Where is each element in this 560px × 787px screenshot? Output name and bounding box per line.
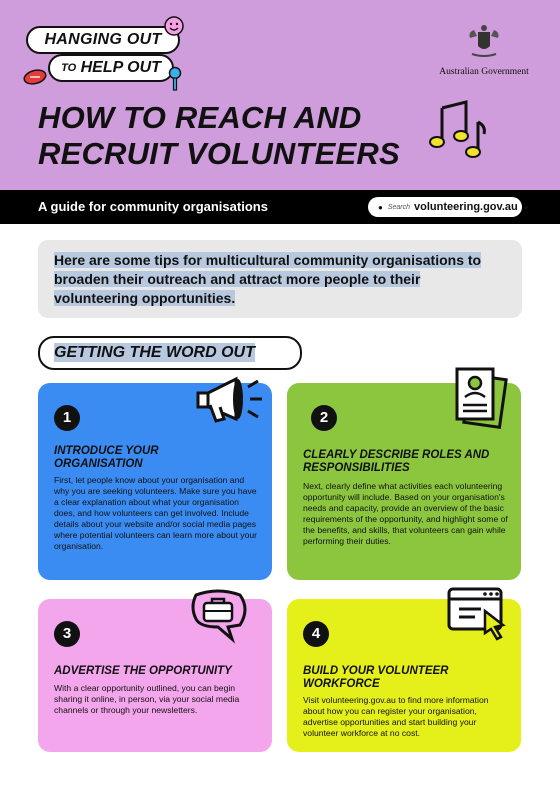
search-label: Search — [387, 203, 411, 211]
card-heading: BUILD YOUR VOLUNTEER WORKFORCE — [303, 665, 449, 690]
step-number: 3 — [54, 621, 80, 647]
step-number: 2 — [311, 405, 337, 431]
coat-of-arms-icon — [464, 24, 504, 60]
title-line-1: HOW TO REACH AND — [38, 100, 362, 135]
government-name: Australian Government — [439, 67, 529, 77]
card-heading: CLEARLY DESCRIBE ROLES AND RESPONSIBILITIES — [303, 449, 490, 474]
subtitle-band — [0, 190, 560, 224]
bullet-icon: ● — [378, 202, 383, 212]
logo-line-2 — [48, 54, 174, 82]
step-number: 4 — [303, 621, 329, 647]
card-heading: ADVERTISE THE OPPORTUNITY — [54, 665, 232, 677]
logo-line-2-big: HELP OUT — [80, 59, 161, 76]
profile-documents-icon — [451, 365, 513, 431]
section-heading — [38, 336, 302, 370]
campaign-logo — [26, 24, 186, 94]
tip-card-3 — [38, 599, 272, 752]
card-body: First, let people know about your organisation and why you are seeking volunteers. Make sure you have a clear explanation about what your organisation does, and how volunteers can get involved. Include details about your website and/or social media pages where potential volunteers can learn more about your organisation. — [54, 475, 258, 551]
card-body: With a clear opportunity outlined, you can begin sharing it online, in person, via your social media channels or through your newsletters. — [54, 683, 240, 715]
search-url[interactable]: volunteering.gov.au — [414, 201, 518, 213]
tip-card-2 — [287, 383, 521, 580]
search-pill[interactable] — [368, 197, 529, 217]
tip-card-4 — [287, 599, 521, 752]
section-heading-text: GETTING THE WORD OUT — [54, 344, 255, 361]
logo-line-2-small: TO — [61, 62, 77, 74]
card-body: Next, clearly define what activities each volunteering opportunity will include. Based on your organisation's needs and capacity, provide an overview of the basic requirements of the opportunity, and highlight some of the benefits, and skills, that volunteers can gain while performing their duties. — [303, 481, 508, 546]
title-line-2: RECRUIT VOLUNTEERS — [38, 136, 400, 171]
football-icon — [22, 68, 48, 86]
subtitle: A guide for community organisations — [38, 199, 268, 214]
music-notes-icon — [428, 100, 492, 160]
logo-line-1: HANGING OUT — [26, 26, 180, 54]
card-heading: INTRODUCE YOUR ORGANISATION — [54, 445, 159, 470]
card-body: Visit volunteering.gov.au to find more information about how you can register your organisation, advertise opportunities and start building your volunteer workforce at no cost. — [303, 695, 489, 738]
hero-header — [0, 0, 560, 190]
key-icon — [166, 66, 184, 92]
intro-text-highlight: Here are some tips for multicultural community organisations to broaden their outreach and attract more people to their volunteering opportunities. — [54, 252, 482, 306]
intro-text — [54, 251, 494, 308]
megaphone-icon — [196, 369, 266, 431]
page-title — [38, 100, 418, 172]
step-number: 1 — [54, 405, 80, 431]
chat-briefcase-icon — [188, 589, 250, 649]
intro-box — [38, 240, 522, 318]
tip-card-1 — [38, 383, 272, 580]
browser-cursor-icon — [445, 585, 511, 641]
government-logo — [434, 24, 534, 77]
bullet-end-icon: ● — [523, 202, 529, 212]
smiley-flower-icon — [162, 14, 186, 38]
